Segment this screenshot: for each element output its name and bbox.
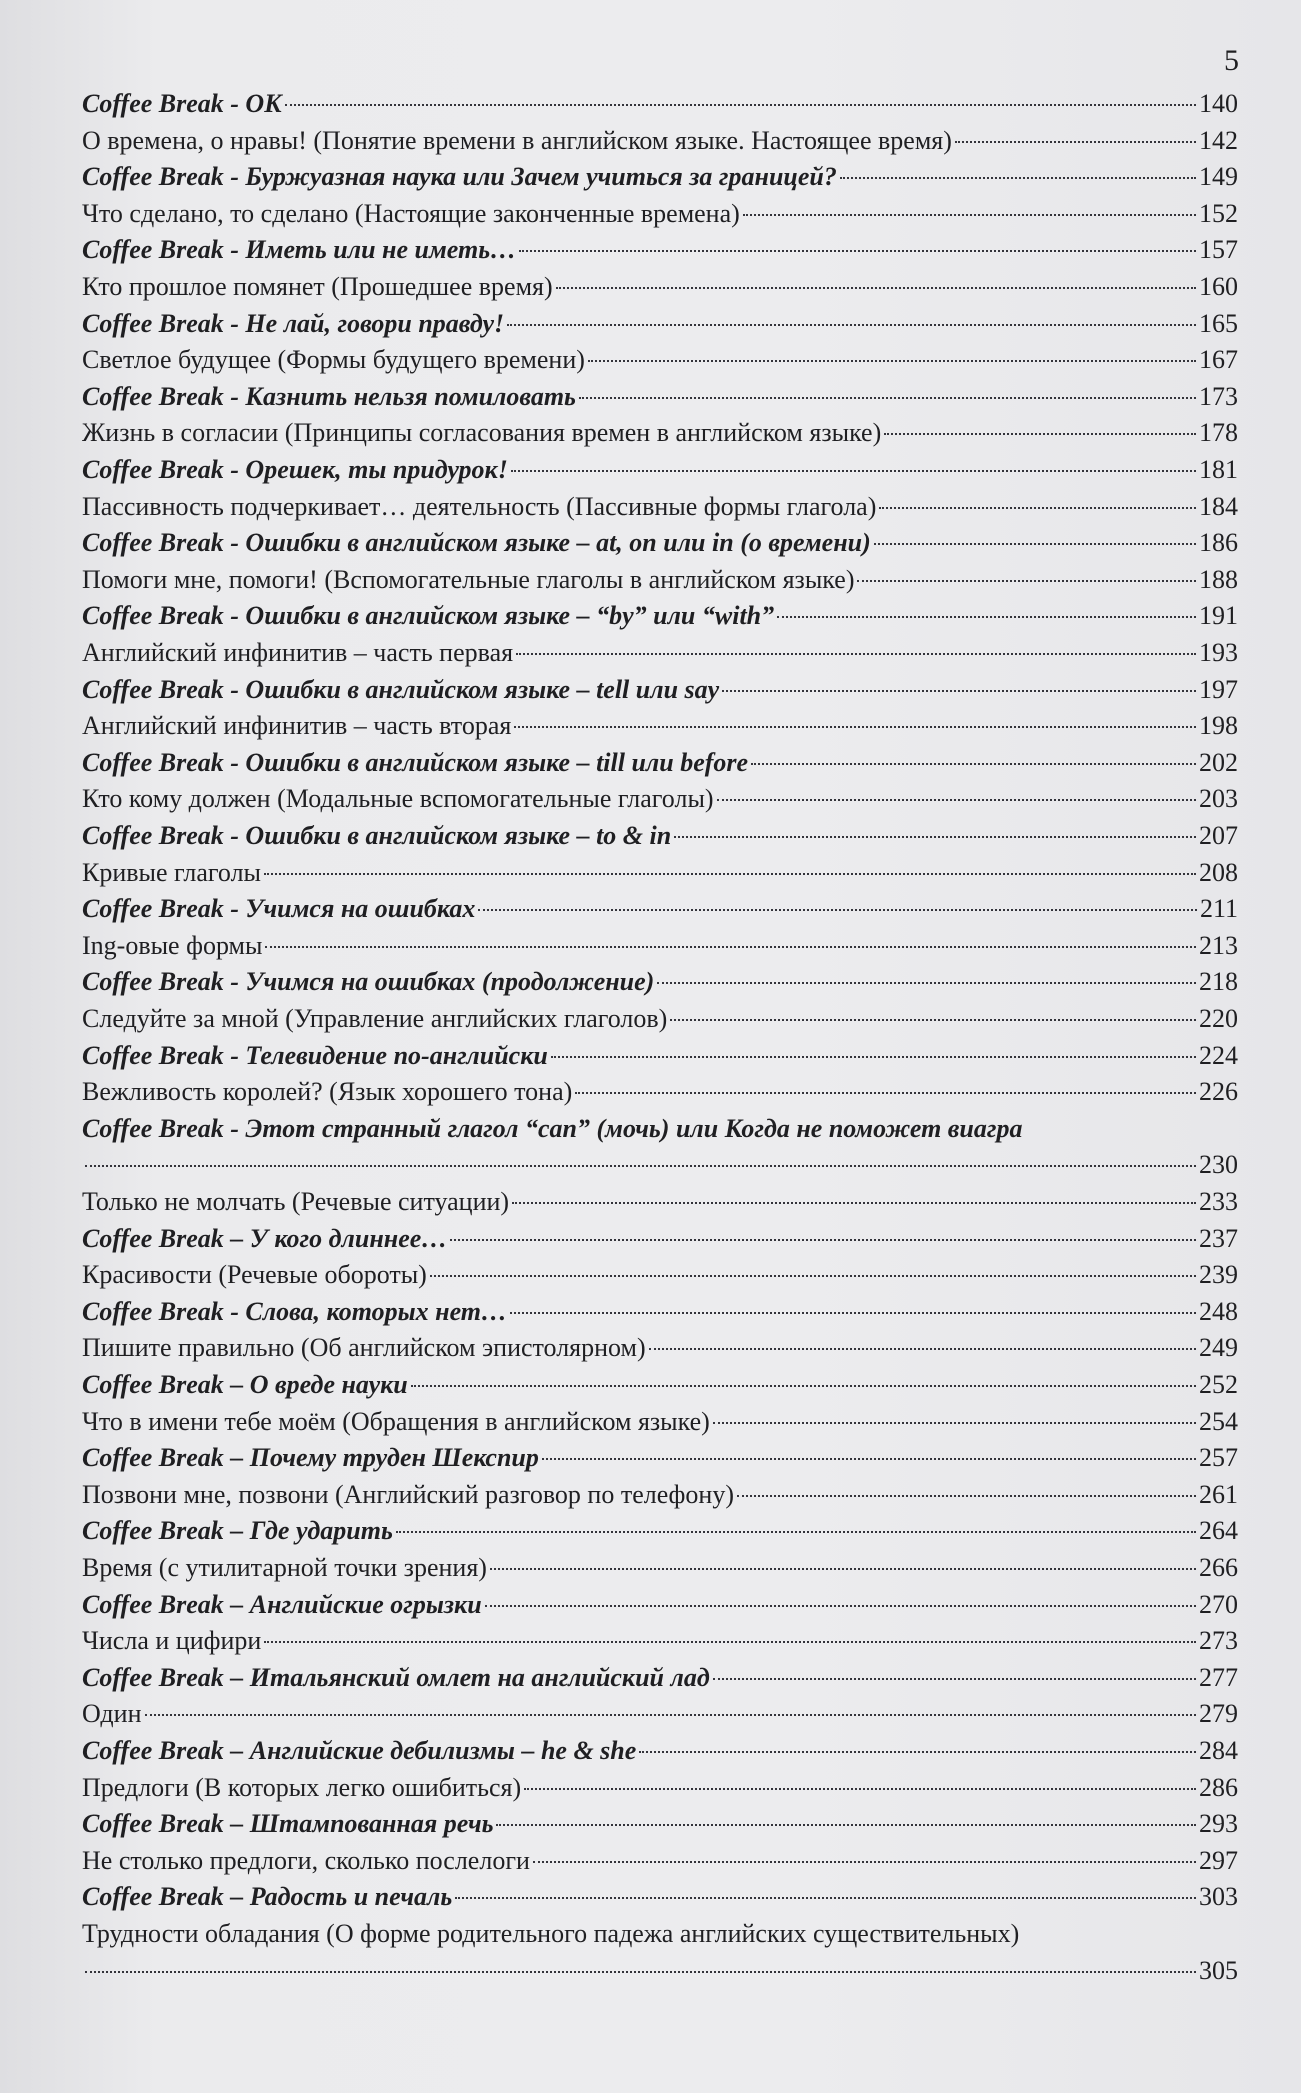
dot-leader [955, 141, 1196, 143]
dot-leader [743, 214, 1196, 216]
toc-entry-page: 305 [1199, 1955, 1238, 1985]
dot-leader [879, 507, 1196, 509]
dot-leader [556, 287, 1196, 289]
toc-entry [82, 562, 1238, 598]
dot-leader [713, 1678, 1196, 1680]
toc-entry-page: 149 [1199, 162, 1238, 192]
toc-entry-title: Числа и цифири [82, 1626, 262, 1656]
toc-entry [82, 1843, 1238, 1879]
dot-leader [884, 433, 1196, 435]
toc-entry-title: Красивости (Речевые обороты) [82, 1260, 427, 1290]
toc-entry-title: Coffee Break – Итальянский омлет на английский лад [82, 1662, 710, 1692]
toc-entry [82, 855, 1238, 891]
toc-entry [82, 525, 1238, 561]
toc-entry-page: 193 [1199, 638, 1238, 667]
toc-entry-page: 186 [1199, 528, 1238, 558]
toc-entry [82, 1623, 1238, 1659]
dot-leader [533, 1861, 1196, 1863]
dot-leader [507, 324, 1196, 326]
toc-entry [82, 781, 1238, 817]
toc-entry [82, 306, 1238, 342]
toc-entry [82, 489, 1238, 525]
dot-leader [485, 1605, 1196, 1607]
toc-entry-title: Светлое будущее (Формы будущего времени) [82, 345, 585, 375]
toc-entry-page: 211 [1199, 894, 1238, 924]
toc-entry [82, 708, 1238, 744]
toc-entry [82, 452, 1238, 488]
toc-entry-title: Пишите правильно (Об английском эпистолярном) [82, 1333, 646, 1363]
toc-entry-title: Кто кому должен (Модальные вспомогательные глаголы) [82, 784, 714, 814]
toc-entry-page: 142 [1199, 125, 1238, 155]
toc-entry-title: Coffee Break - Этот странный глагол “can” (мочь) или Когда не поможет виагра [82, 1113, 1023, 1143]
toc-entry [82, 415, 1238, 451]
dot-leader [674, 836, 1196, 838]
toc-entry [82, 342, 1238, 378]
toc-entry-title: Что сделано, то сделано (Настоящие законченные времена) [82, 198, 740, 228]
toc-entry-title: Что в имени тебе моём (Обращения в английском языке) [82, 1406, 710, 1436]
toc-entry-title: Помоги мне, помоги! (Вспомогательные глаголы в английском языке) [82, 564, 855, 594]
toc-entry-page: 261 [1199, 1479, 1238, 1509]
toc-entry-title: Только не молчать (Речевые ситуации) [82, 1187, 510, 1216]
toc-entry [82, 1806, 1238, 1842]
dot-leader [265, 946, 1196, 948]
toc-entry-page: 248 [1199, 1296, 1238, 1326]
toc-entry-page: 207 [1199, 821, 1238, 850]
toc-entry-title: Не столько предлоги, сколько послелоги [82, 1845, 530, 1875]
dot-leader [396, 1531, 1196, 1533]
toc-entry [82, 1367, 1238, 1403]
dot-leader [737, 1495, 1196, 1497]
toc-entry-title: Coffee Break - Телевидение по-английски [82, 1040, 548, 1070]
toc-entry-page: 239 [1199, 1260, 1238, 1290]
toc-entry-page: 203 [1199, 784, 1238, 814]
dot-leader [579, 397, 1196, 399]
dot-leader [551, 1056, 1196, 1058]
toc-entry-page: 198 [1199, 711, 1238, 741]
toc-entry [82, 964, 1238, 1000]
toc-entry-title: Ing-овые формы [82, 930, 263, 960]
toc-entry-page: 249 [1199, 1333, 1238, 1363]
dot-leader [639, 1751, 1196, 1753]
toc-entry [82, 1404, 1238, 1440]
toc-entry-page: 226 [1199, 1077, 1238, 1107]
toc-entry [82, 1038, 1238, 1074]
toc-entry-title: Вежливость королей? (Язык хорошего тона) [82, 1077, 573, 1107]
toc-entry-page: 220 [1199, 1004, 1238, 1033]
dot-leader [857, 580, 1196, 582]
toc-entry-page: 208 [1199, 857, 1238, 887]
toc-entry [82, 1221, 1238, 1257]
toc-entry-page: 233 [1199, 1187, 1238, 1216]
toc-entry-page: 191 [1199, 601, 1238, 631]
toc-entry-title: Coffee Break – Английские огрызки [82, 1589, 482, 1619]
toc-entry-page: 140 [1199, 89, 1238, 118]
toc-entry [82, 123, 1238, 159]
toc-entry-title: Coffee Break - Ошибки в английском языке – tell или say [82, 674, 720, 704]
toc-entry [82, 1147, 1238, 1183]
toc-entry [82, 1953, 1238, 1989]
toc-entry [82, 196, 1238, 232]
toc-entry-title: Coffee Break - Ошибки в английском языке – to & in [82, 821, 672, 850]
dot-leader [713, 1422, 1196, 1424]
toc-entry [82, 1074, 1238, 1110]
dot-leader [516, 653, 1196, 655]
toc-entry [82, 672, 1238, 708]
toc-entry-title: Coffee Break – Английские дебилизмы – he & she [82, 1736, 637, 1765]
toc-entry-page: 237 [1199, 1223, 1238, 1253]
toc-entry [82, 1294, 1238, 1330]
toc-entry-title: Coffee Break - Учимся на ошибках (продолжение) [82, 967, 655, 997]
toc-entry-title: Coffee Break - Ошибки в английском языке – till или before [82, 747, 749, 777]
dot-leader [496, 1824, 1196, 1826]
toc-entry-title: Следуйте за мной (Управление английских глаголов) [82, 1004, 668, 1033]
dot-leader [285, 104, 1196, 106]
toc-entry-page: 284 [1199, 1736, 1238, 1765]
toc-entry-page: 266 [1199, 1553, 1238, 1582]
toc-entry-title: Пассивность подчеркивает… деятельность (Пассивные формы глагола) [82, 491, 877, 521]
toc-entry-title: Предлоги (В которых легко ошибиться) [82, 1772, 522, 1802]
toc-entry-page: 293 [1199, 1809, 1238, 1839]
toc-entry-title: Coffee Break - Буржуазная наука или Зачем учиться за границей? [82, 162, 837, 192]
dot-leader [511, 470, 1196, 472]
toc-entry [82, 1513, 1238, 1549]
toc-entry [82, 1477, 1238, 1513]
toc-entry-page: 273 [1199, 1626, 1238, 1656]
toc-entry-title: Жизнь в согласии (Принципы согласования времен в английском языке) [82, 418, 882, 448]
toc-entry-title: Coffee Break - Казнить нельзя помиловать [82, 381, 576, 411]
toc-entry-page: 184 [1199, 491, 1238, 521]
toc-entry [82, 1733, 1238, 1769]
toc-entry-page: 257 [1199, 1443, 1238, 1473]
dot-leader [657, 982, 1196, 984]
toc-entry-page: 279 [1199, 1699, 1238, 1729]
dot-leader [649, 1348, 1196, 1350]
toc-entry-title: Coffee Break – Штампованная речь [82, 1809, 494, 1839]
toc-entry [82, 891, 1238, 927]
toc-entry-title: Кто прошлое помянет (Прошедшее время) [82, 272, 553, 301]
toc-entry-page: 277 [1199, 1662, 1238, 1692]
dot-leader [874, 543, 1196, 545]
dot-leader [751, 763, 1196, 765]
toc-entry-page: 152 [1199, 198, 1238, 228]
dot-leader [450, 1239, 1196, 1241]
toc-entry-title: Coffee Break - Учимся на ошибках [82, 894, 476, 924]
toc-entry-title: Английский инфинитив – часть первая [82, 638, 514, 667]
toc-entry-page: 303 [1199, 1882, 1238, 1912]
toc-entry-page: 286 [1199, 1772, 1238, 1802]
toc-entry-page: 197 [1199, 674, 1238, 704]
toc-entry [82, 745, 1238, 781]
toc-entry [82, 1770, 1238, 1806]
toc-entry-title: Coffee Break – О вреде науки [82, 1370, 408, 1399]
toc-entry-page: 270 [1199, 1589, 1238, 1619]
dot-leader [264, 1641, 1196, 1643]
dot-leader [670, 1019, 1196, 1021]
toc-entry-page: 224 [1199, 1040, 1238, 1070]
dot-leader [524, 1788, 1196, 1790]
dot-leader [512, 1202, 1196, 1204]
toc-entry-title: Coffee Break – У кого длиннее… [82, 1223, 448, 1253]
toc-entry [82, 86, 1238, 122]
toc-entry-title: Позвони мне, позвони (Английский разговор по телефону) [82, 1479, 734, 1509]
toc-entry-title: Один [82, 1699, 142, 1729]
toc-entry-title: Трудности обладания (О форме родительного падежа английских существительных) [82, 1919, 1020, 1948]
toc-entry-page: 157 [1199, 235, 1238, 265]
toc-entry [82, 379, 1238, 415]
toc-entry [82, 1184, 1238, 1220]
toc-entry-title: Время (с утилитарной точки зрения) [82, 1553, 487, 1582]
toc-entry [82, 1001, 1238, 1037]
dot-leader [478, 909, 1197, 911]
dot-leader [514, 726, 1196, 728]
dot-leader [85, 1165, 1196, 1167]
toc-entry [82, 818, 1238, 854]
dot-leader [777, 616, 1196, 618]
toc-entry [82, 1440, 1238, 1476]
dot-leader [264, 873, 1196, 875]
toc-entry-page: 178 [1199, 418, 1238, 448]
dot-leader [145, 1714, 1197, 1716]
toc-entry-title: Кривые глаголы [82, 857, 262, 887]
toc-entry-page: 213 [1199, 930, 1238, 960]
toc-entry-page: 160 [1199, 272, 1238, 301]
dot-leader [490, 1568, 1196, 1570]
toc-entry [82, 1696, 1238, 1732]
toc-entry [82, 232, 1238, 268]
toc-entry [82, 1257, 1238, 1293]
toc-entry-page: 297 [1199, 1845, 1238, 1875]
page-number: 5 [1224, 44, 1239, 77]
toc-entry-title: О времена, о нравы! (Понятие времени в английском языке. Настоящее время) [82, 125, 952, 155]
toc-entry-page: 173 [1199, 381, 1238, 411]
dot-leader [510, 1312, 1196, 1314]
toc-entry-page: 264 [1199, 1516, 1238, 1546]
toc-entry-page: 254 [1199, 1406, 1238, 1436]
toc-entry [82, 1550, 1238, 1586]
toc-entry-title: Coffee Break - Не лай, говори правду! [82, 308, 505, 338]
toc-entry [82, 1330, 1238, 1366]
dot-leader [717, 799, 1196, 801]
dot-leader [430, 1275, 1196, 1277]
toc-entry-title: Coffee Break - Слова, которых нет… [82, 1296, 508, 1326]
toc-entry [82, 928, 1238, 964]
dot-leader [588, 360, 1196, 362]
toc-entry-title: Английский инфинитив – часть вторая [82, 711, 512, 741]
toc-entry-title: Coffee Break – Где ударить [82, 1516, 393, 1546]
toc-entry [82, 635, 1238, 671]
toc-entry-title: Coffee Break - Ошибки в английском языке – at, on или in (о времени) [82, 528, 871, 558]
toc-entry-page: 252 [1199, 1370, 1238, 1399]
toc-entry-page: 218 [1199, 967, 1238, 997]
dot-leader [542, 1458, 1196, 1460]
toc-entry-page: 165 [1199, 308, 1238, 338]
toc-entry-page: 188 [1199, 564, 1238, 594]
dot-leader [85, 1971, 1196, 1973]
toc-entry-title: Coffee Break - Орешек, ты придурок! [82, 455, 508, 484]
toc-entry-title: Coffee Break – Радость и печаль [82, 1882, 453, 1912]
toc-entry-page: 202 [1199, 747, 1238, 777]
toc-entry-title: Coffee Break - Иметь или не иметь… [82, 235, 517, 265]
dot-leader [840, 177, 1196, 179]
dot-leader [722, 690, 1196, 692]
toc-entry [82, 159, 1238, 195]
dot-leader [519, 250, 1196, 252]
toc-entry-title: Coffee Break – Почему труден Шекспир [82, 1443, 539, 1473]
dot-leader [575, 1092, 1196, 1094]
toc-entry-title: Coffee Break - OK [82, 89, 282, 118]
toc-entry [82, 1879, 1238, 1915]
toc-entry-page: 167 [1199, 345, 1238, 375]
toc-entry-title: Coffee Break - Ошибки в английском языке – “by” или “with” [82, 601, 775, 631]
toc-entry [82, 1587, 1238, 1623]
dot-leader [455, 1897, 1196, 1899]
toc-entry-page: 181 [1199, 455, 1238, 484]
toc-entry [82, 269, 1238, 305]
dot-leader [411, 1385, 1196, 1387]
toc-entry [82, 598, 1238, 634]
toc-entry-page: 230 [1199, 1150, 1238, 1180]
toc-entry [82, 1660, 1238, 1696]
